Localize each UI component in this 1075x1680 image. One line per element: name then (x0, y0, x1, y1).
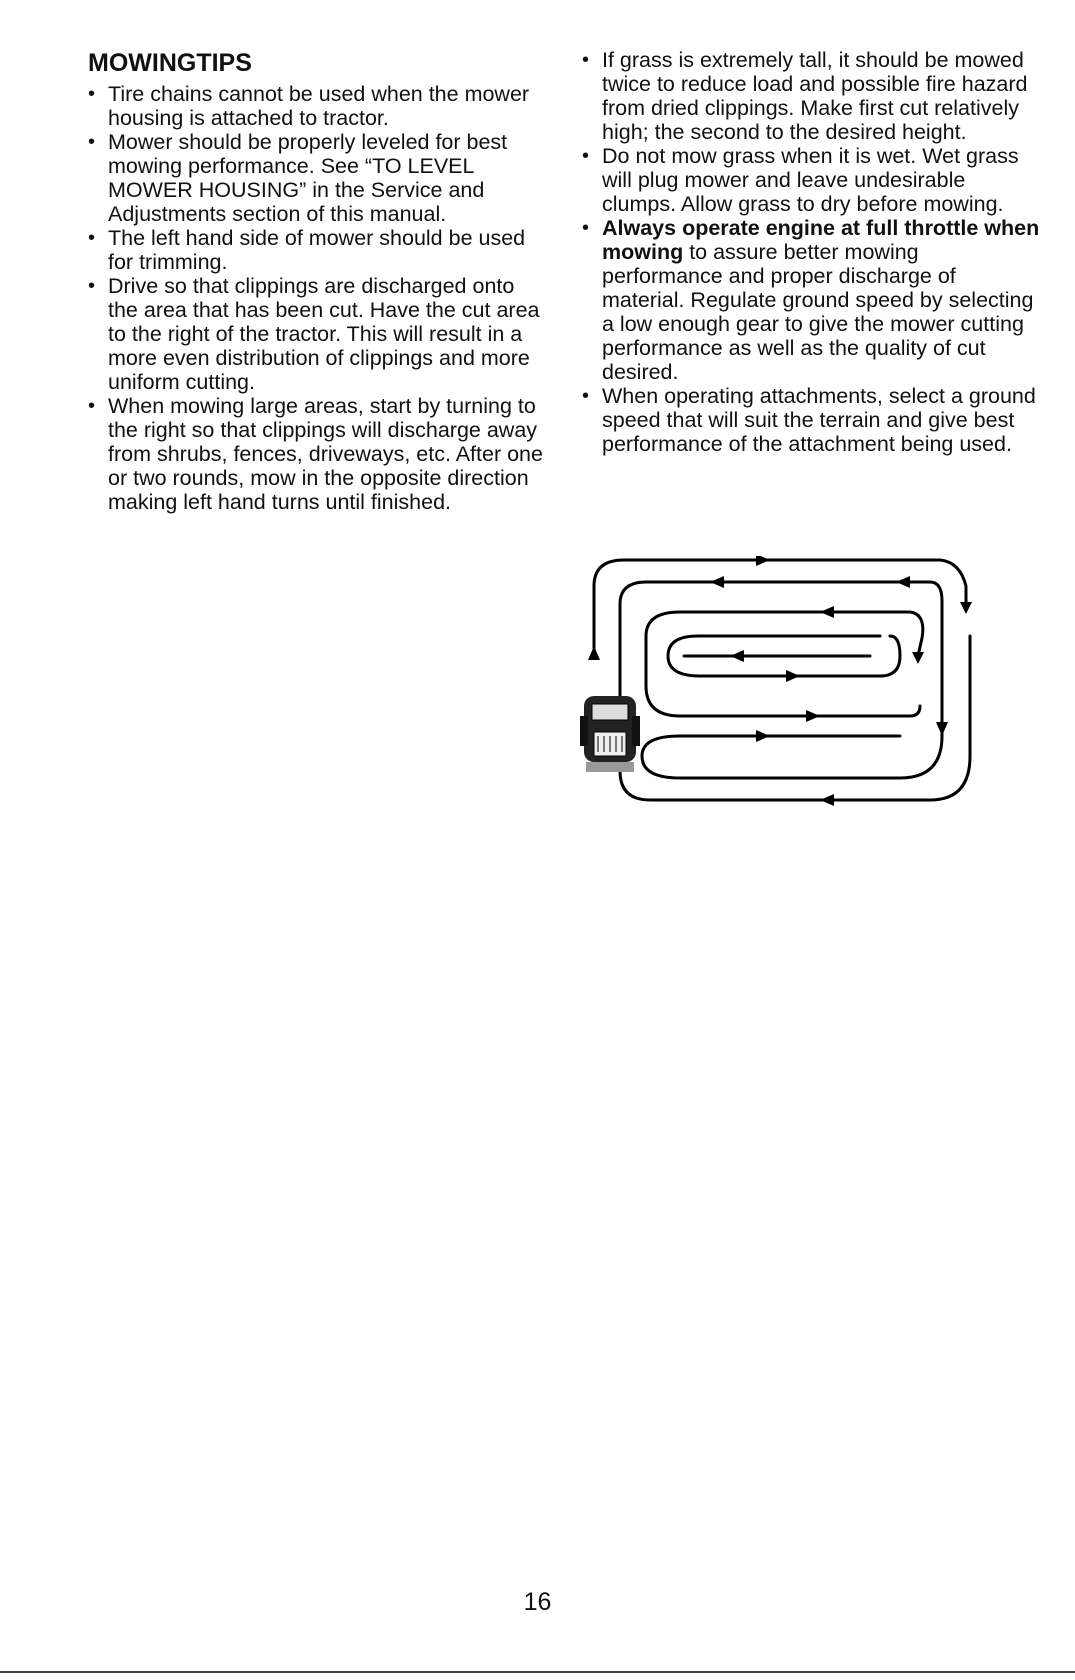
tip-text: If grass is extremely tall, it should be mowed twice to reduce load and possible fire hazard from dried clippings. Make first cut relatively high; the second to the desired height. (602, 48, 1028, 144)
tip-text: Tire chains cannot be used when the mower housing is attached to tractor. (108, 82, 530, 130)
list-item (88, 274, 548, 394)
tip-text: Drive so that clippings are discharged onto the area that has been cut. Have the cut area to the right of the tractor. This will result in a more even distribution of clippings and more uniform cutting. (108, 274, 540, 394)
list-item (582, 384, 1044, 456)
list-item (582, 48, 1044, 144)
bullet-icon: • (88, 395, 96, 417)
list-item (88, 394, 548, 514)
tip-text: When mowing large areas, start by turning to the right so that clippings will discharge away from shrubs, fences, driveways, etc. After one or two rounds, mow in the opposite direction making left hand turns until finished. (108, 394, 543, 514)
bullet-icon: • (88, 131, 96, 153)
bullet-icon: • (88, 227, 96, 249)
tractor-icon (580, 696, 640, 772)
list-item (88, 130, 548, 226)
bullet-icon: • (88, 275, 96, 297)
bullet-icon: • (582, 145, 590, 167)
bullet-icon: • (582, 217, 590, 239)
tip-text: Mower should be properly leveled for best mowing performance. See “TO LEVEL MOWER HOUSING” in the Service and Adjustments section of this manual. (108, 130, 508, 226)
section-title: MOWINGTIPS (88, 49, 252, 77)
list-item (88, 226, 548, 274)
tip-text: Do not mow grass when it is wet. Wet grass will plug mower and leave undesirable clumps. Allow grass to dry before mowing. (602, 144, 1019, 216)
tip-text: The left hand side of mower should be used for trimming. (108, 226, 526, 274)
tip-text: When operating attachments, select a ground speed that will suit the terrain and give best performance of the attachment being used. (602, 384, 1036, 456)
list-item (88, 82, 548, 130)
page-number: 16 (523, 1588, 552, 1616)
list-item (582, 216, 1044, 384)
bottom-rule (0, 1671, 1075, 1673)
mowing-tips-list-left (88, 82, 548, 514)
tip-text: to assure better mowing performance and proper discharge of material. Regulate ground speed by selecting a low enough gear to give the mower cutting performance as well as the quality of cut desired. (602, 240, 1034, 384)
bullet-icon: • (582, 385, 590, 407)
mowing-pattern-diagram-icon (580, 556, 1040, 806)
tip-text-bold: Always operate engine at full throttle when mowing (602, 216, 1040, 264)
bullet-icon: • (582, 49, 590, 71)
right-column (582, 48, 1044, 456)
bullet-icon: • (88, 83, 96, 105)
list-item (582, 144, 1044, 216)
left-column (88, 48, 548, 514)
mowing-tips-list-right (582, 48, 1044, 456)
